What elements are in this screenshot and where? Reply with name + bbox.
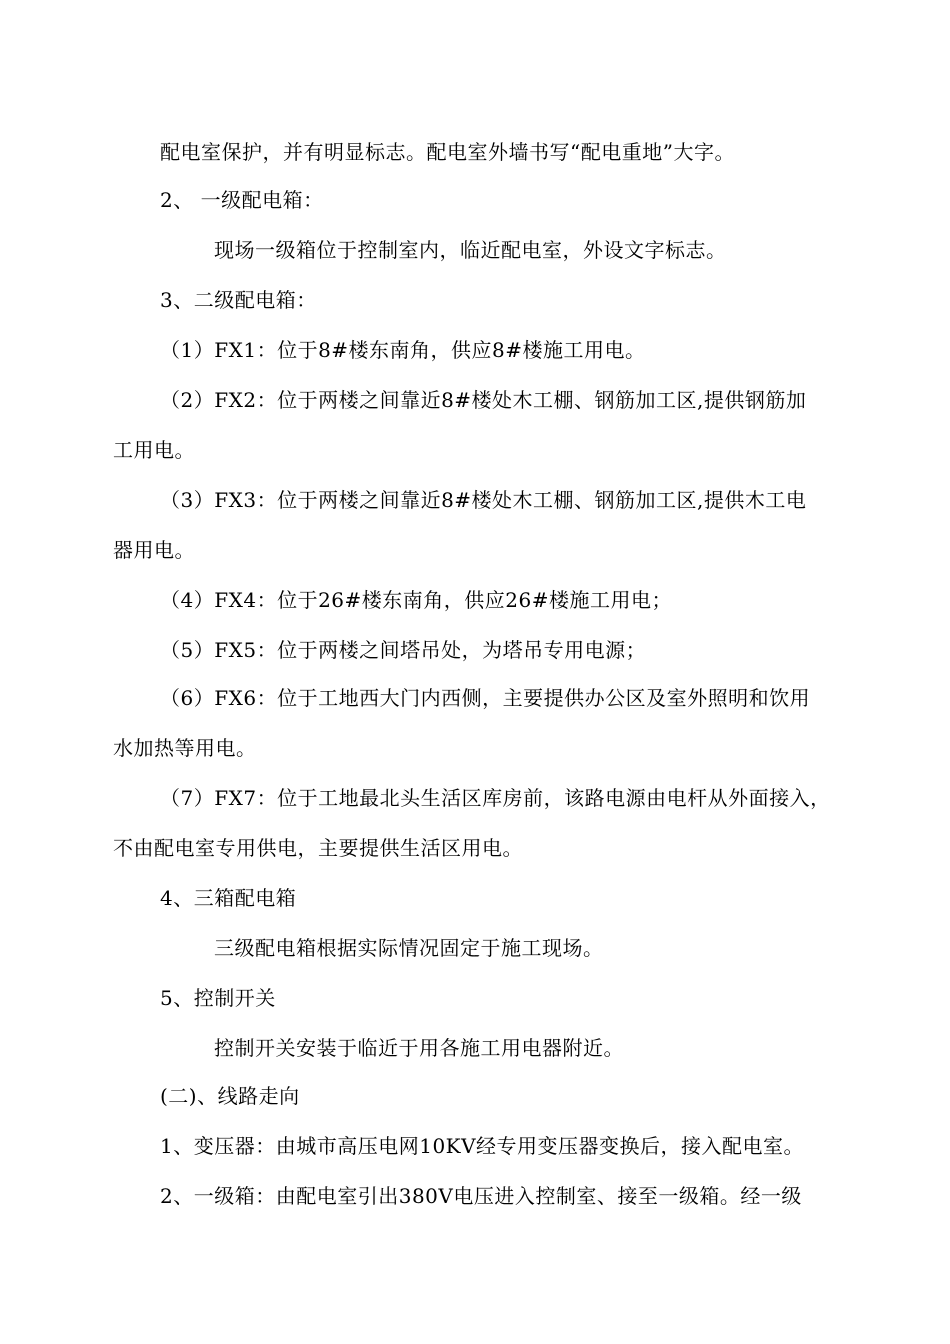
list-item: （7）FX7：位于工地最北头生活区库房前，该路电源由电杆从外面接入， — [160, 786, 831, 810]
list-item: 2、一级箱：由配电室引出380V电压进入控制室、接至一级箱。经一级 — [160, 1184, 802, 1208]
paragraph-line: 三级配电箱根据实际情况固定于施工现场。 — [214, 936, 604, 960]
section-heading: 5、控制开关 — [160, 986, 276, 1010]
list-item: （1）FX1：位于8#楼东南角，供应8#楼施工用电。 — [160, 338, 646, 362]
list-item: （6）FX6：位于工地西大门内西侧，主要提供办公区及室外照明和饮用 — [160, 686, 811, 710]
list-item-continuation: 不由配电室专用供电，主要提供生活区用电。 — [113, 836, 523, 860]
section-heading: 2、 一级配电箱： — [160, 188, 324, 212]
list-item: （3）FX3：位于两楼之间靠近8#楼处木工棚、钢筋加工区,提供木工电 — [160, 488, 807, 512]
section-heading: (二)、线路走向 — [160, 1084, 300, 1108]
list-item-continuation: 器用电。 — [113, 538, 195, 562]
list-item-continuation: 工用电。 — [113, 438, 195, 462]
section-heading: 4、三箱配电箱 — [160, 886, 297, 910]
paragraph-line: 配电室保护，并有明显标志。配电室外墙书写“配电重地”大字。 — [160, 140, 735, 164]
paragraph-line: 控制开关安装于临近于用各施工用电器附近。 — [214, 1036, 624, 1060]
list-item: （5）FX5：位于两楼之间塔吊处，为塔吊专用电源； — [160, 638, 647, 662]
list-item: 1、变压器：由城市高压电网10KV经专用变压器变换后，接入配电室。 — [160, 1134, 805, 1158]
list-item-continuation: 水加热等用电。 — [113, 736, 257, 760]
list-item: （2）FX2：位于两楼之间靠近8#楼处木工棚、钢筋加工区,提供钢筋加 — [160, 388, 807, 412]
list-item: （4）FX4：位于26#楼东南角，供应26#楼施工用电； — [160, 588, 672, 612]
section-heading: 3、二级配电箱： — [160, 288, 317, 312]
paragraph-line: 现场一级箱位于控制室内，临近配电室，外设文字标志。 — [214, 238, 727, 262]
